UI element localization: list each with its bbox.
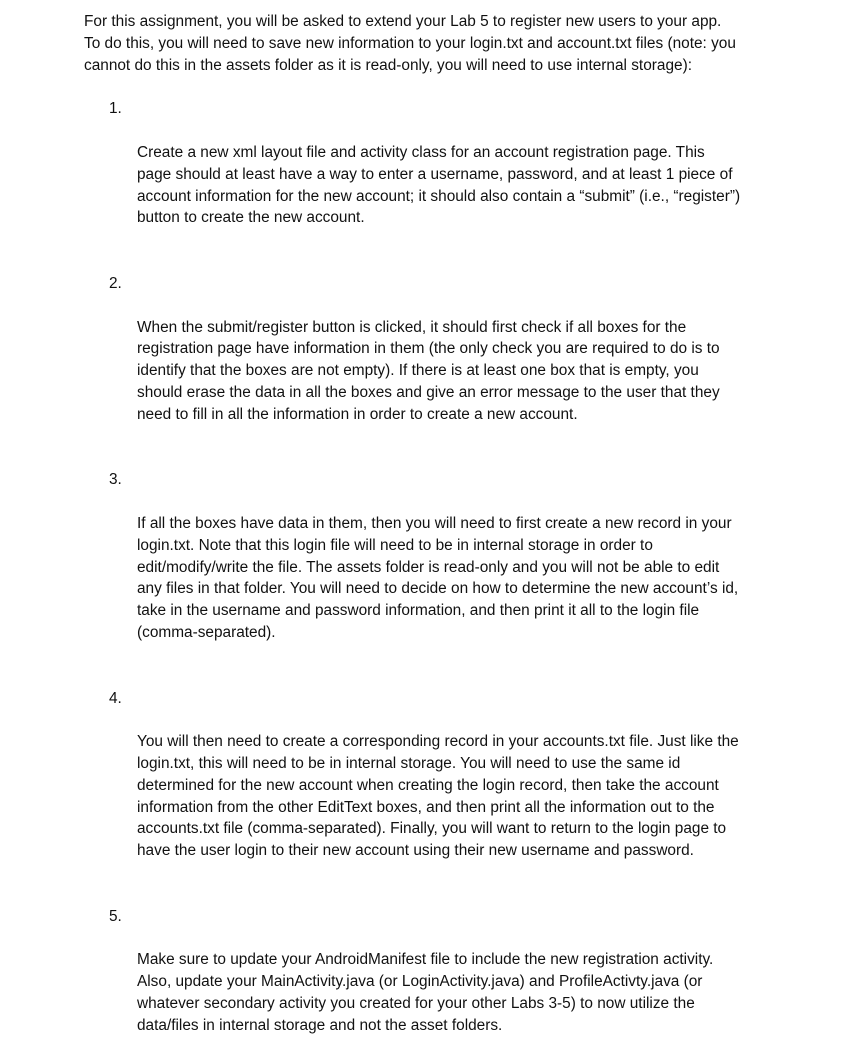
- list-item-text: Create a new xml layout file and activity class for an account registration page. This page should at least have a way to enter a username, password, and at least 1 piece of account information for the new account; it should also contain a “submit” (i.e., “register”) button to create the new account.: [137, 143, 741, 227]
- list-item-1: [84, 98, 796, 251]
- list-number: 4.: [109, 689, 122, 707]
- list-item-3: [84, 469, 796, 665]
- list-number: 1.: [109, 100, 122, 118]
- list-number: 3.: [109, 471, 122, 489]
- list-number: 2.: [109, 274, 122, 292]
- list-item-4: [84, 688, 796, 884]
- list-number: 5.: [109, 907, 122, 925]
- list-item-5: [84, 906, 796, 1058]
- instructions-list: [84, 98, 796, 1058]
- list-item-2: [84, 273, 796, 447]
- list-item-text: If all the boxes have data in them, then you will need to first create a new record in your login.txt. Note that this login file will need to be in internal storage in order to edit/modify/write the file. The assets folder is read-only and you will not be able to edit any files in that folder. You will need to decide on how to determine the new account’s id, take in the username and password information, and then print it all to the login file (comma-separated).: [137, 514, 739, 641]
- intro-paragraph: For this assignment, you will be asked to extend your Lab 5 to register new users to your app. To do this, you will need to save new information to your login.txt and account.txt files (note: you cannot do this in the assets folder as it is read-only, you will need to use internal storage):: [84, 13, 736, 74]
- list-item-text: You will then need to create a corresponding record in your accounts.txt file. Just like the login.txt, this will need to be in internal storage. You will need to use the same id determined for the new account when creating the login record, then take the account information from the other EditText boxes, and then print all the information out to the accounts.txt file (comma-separated). Finally, you will want to return to the login page to have the user login to their new account using their new username and password.: [137, 733, 739, 860]
- list-item-text: When the submit/register button is clicked, it should first check if all boxes for the registration page have information in them (the only check you are required to do is to identify that the boxes are not empty). If there is at least one box that is empty, you should erase the data in all the boxes and give an error message to the user that they need to fill in all the information in order to create a new account.: [137, 318, 720, 423]
- assignment-document: [84, 11, 796, 1058]
- list-item-text: Make sure to update your AndroidManifest file to include the new registration activity. Also, update your MainActivity.java (or LoginActivity.java) and ProfileActivty.java (or whatever secondary activity you created for your other Labs 3-5) to now utilize the data/files in internal storage and not the asset folders.: [137, 951, 714, 1034]
